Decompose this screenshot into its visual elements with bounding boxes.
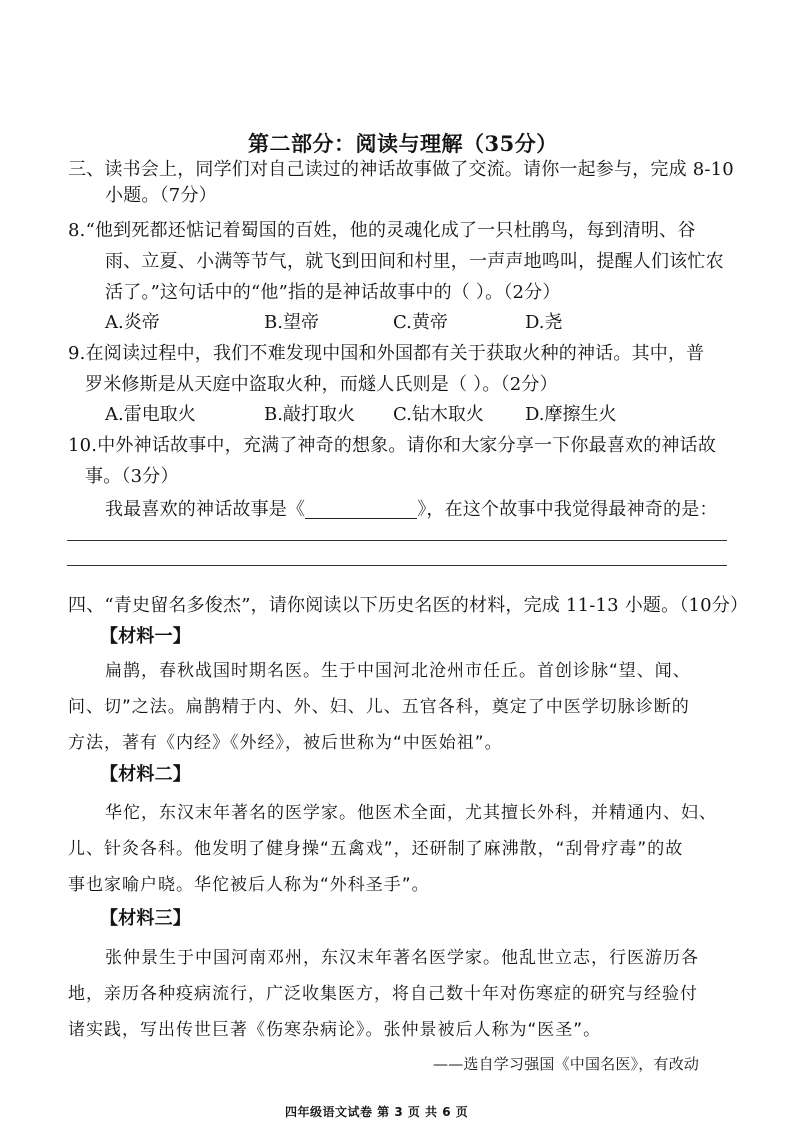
q4-line-1: 四、“青史留名多俊杰”，请你阅读以下历史名医的材料，完成 11-13 小题。（10分） <box>68 595 749 616</box>
q8-option-d: D.尧 <box>525 312 563 333</box>
q8-option-c: C.黄帝 <box>393 312 448 333</box>
q9-option-d: D.摩擦生火 <box>525 404 617 425</box>
story-title-blank[interactable] <box>305 500 417 519</box>
material-2-line-1: 华佗，东汉末年著名的医学家。他医术全面，尤其擅长外科，并精通内、妇、 <box>105 803 717 823</box>
material-3-line-3: 诸实践，写出传世巨著《伤寒杂病论》。张仲景被后人称为“医圣”。 <box>68 1020 602 1040</box>
material-2-line-3: 事也家喻户晓。华佗被后人称为“外科圣手”。 <box>68 875 430 895</box>
q10-answer-prefix: 我最喜欢的神话故事是《 <box>105 499 306 520</box>
q8-option-a: A.炎帝 <box>105 312 160 333</box>
material-3-line-1: 张仲景生于中国河南邓州，东汉末年著名医学家。他乱世立志，行医游历各 <box>105 948 699 968</box>
source-citation: ——选自学习强国《中国名医》，有改动 <box>433 1055 700 1073</box>
q10-answer-line <box>105 500 718 519</box>
q3-line-1: 三、读书会上，同学们对自己读过的神话故事做了交流。请你一起参与，完成 8-10 <box>68 159 734 180</box>
q8-line-1: 8.“他到死都还惦记着蜀国的百姓，他的灵魂化成了一只杜鹃鸟，每到清明、谷 <box>68 220 696 241</box>
material-1-label: 【材料一】 <box>100 626 191 647</box>
q8-line-2: 雨、立夏、小满等节气，就飞到田间和村里，一声声地鸣叫，提醒人们该忙农 <box>105 251 724 272</box>
q9-line-1: 9.在阅读过程中，我们不难发现中国和外国都有关于获取火种的神话。其中，普 <box>68 343 705 364</box>
q3-line-2: 小题。（7分） <box>105 185 217 206</box>
page-footer: 四年级语文试卷 第 3 页 共 6 页 <box>285 1105 469 1119</box>
q9-line-2: 罗米修斯是从天庭中盗取火种，而燧人氏则是（ ）。（2分） <box>85 374 558 395</box>
q8-option-b: B.望帝 <box>264 312 319 333</box>
q9-option-c: C.钻木取火 <box>393 404 484 425</box>
q9-option-b: B.敲打取火 <box>264 404 355 425</box>
section-title: 第二部分：阅读与理解（35分） <box>248 131 558 156</box>
q10-line-1: 10.中外神话故事中，充满了神奇的想象。请你和大家分享一下你最喜欢的神话故 <box>68 435 717 456</box>
material-1-line-1: 扁鹊，春秋战国时期名医。生于中国河北沧州市任丘。首创诊脉“望、闻、 <box>105 661 691 681</box>
q8-line-3: 活了。”这句话中的“他”指的是神话故事中的（ ）。（2分） <box>105 282 561 303</box>
material-2-line-2: 儿、针灸各科。他发明了健身操“五禽戏”，还研制了麻沸散，“刮骨疗毒”的故 <box>68 839 684 859</box>
q10-line-2: 事。（3分） <box>85 466 179 487</box>
material-1-line-3: 方法，著有《内经》《外经》，被后世称为“中医始祖”。 <box>68 733 503 753</box>
material-2-label: 【材料二】 <box>100 764 191 785</box>
q10-answer-suffix: 》，在这个故事中我觉得最神奇的是： <box>417 499 718 520</box>
q9-option-a: A.雷电取火 <box>105 404 196 425</box>
material-1-line-2: 问、切”之法。扁鹊精于内、外、妇、儿、五官各科，奠定了中医学切脉诊断的 <box>68 697 690 717</box>
answer-rule-2[interactable] <box>67 565 727 566</box>
material-3-label: 【材料三】 <box>100 908 191 929</box>
answer-rule-1[interactable] <box>67 540 727 541</box>
material-3-line-2: 地，亲历各种疫病流行，广泛收集医方，将自己数十年对伤寒症的研究与经验付 <box>68 984 698 1004</box>
